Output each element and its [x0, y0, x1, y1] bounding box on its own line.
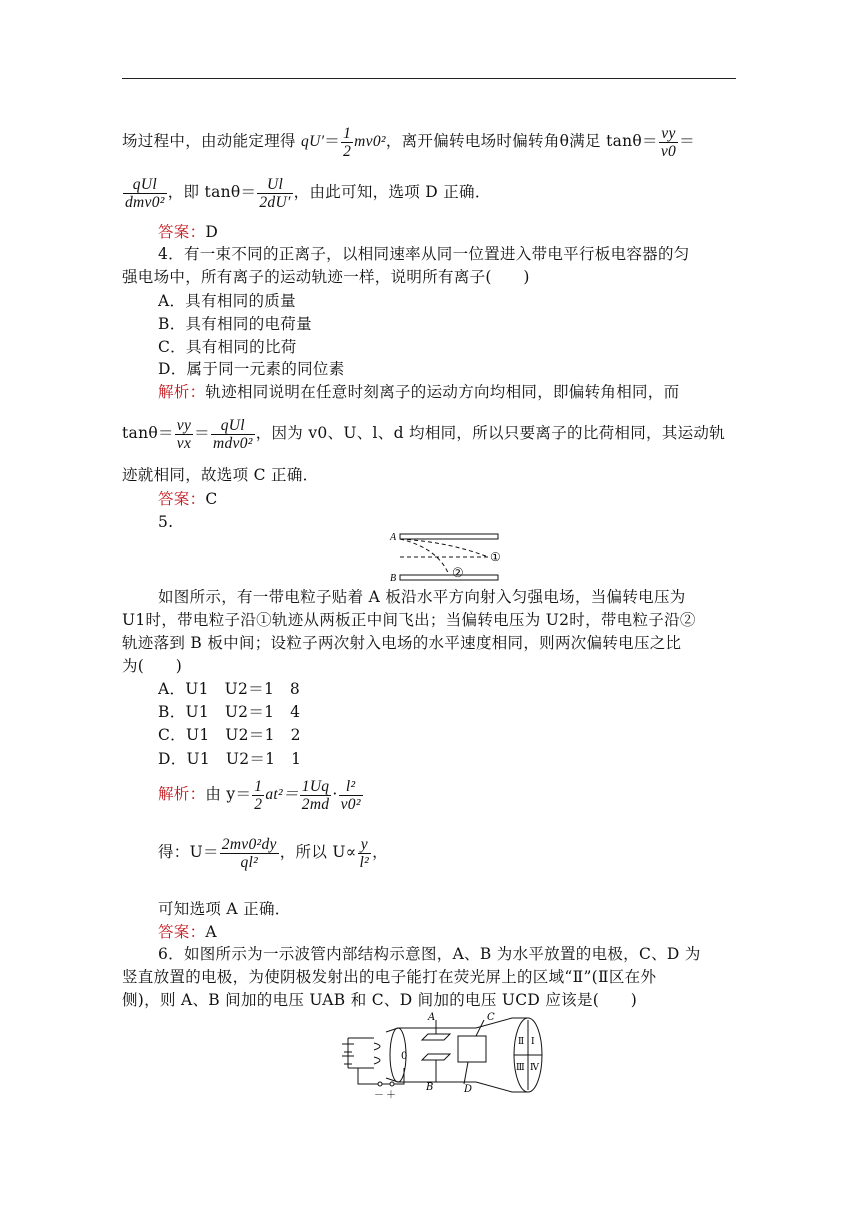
q6-stem-line-3: 侧)，则 A、B 间加的电压 UAB 和 C、D 间加的电压 UCD 应该是( ) — [122, 991, 638, 1009]
numerator: qUl — [211, 417, 255, 435]
numerator: qUl — [123, 176, 167, 194]
numerator: 1 — [343, 124, 352, 142]
q5-option-a: A．U1 U2＝1 8 — [158, 680, 301, 698]
label-1: ① — [490, 550, 501, 564]
q4-option-a: A．具有相同的质量 — [158, 292, 296, 310]
terminal-plus — [390, 1082, 394, 1086]
answer-q4 — [158, 488, 736, 510]
numerator: 1 — [254, 777, 263, 795]
region-II: Ⅱ — [518, 1037, 525, 1047]
fraction-Ul — [257, 176, 292, 211]
formula-qU: qU′ — [301, 133, 325, 150]
q5-option-b: B．U1 U2＝1 4 — [158, 703, 301, 721]
denominator: mdv0² — [212, 434, 253, 452]
intro-line-1 — [122, 116, 736, 166]
q5-analysis-line-2 — [158, 828, 736, 876]
oscilloscope-tube-figure — [336, 1008, 568, 1100]
q4-option-d: D．属于同一元素的同位素 — [158, 360, 345, 378]
q5-option-d: D．U1 U2＝1 1 — [158, 750, 302, 768]
label-2: ② — [452, 566, 464, 581]
numerator: vy — [176, 416, 192, 434]
plate-A — [422, 1034, 450, 1040]
numerator: 2mv0²dy — [221, 835, 277, 853]
label-zero: 0 — [401, 1051, 408, 1062]
q4-analysis-line-3: 迹就相同，故选项 C 正确． — [122, 466, 319, 484]
label-plus: ＋ — [386, 1090, 396, 1100]
numerator: y — [358, 836, 372, 854]
q4-option-b: B．具有相同的电荷量 — [158, 315, 312, 333]
denominator: l² — [359, 853, 370, 871]
denominator: v0² — [340, 795, 361, 813]
text: ，离开偏转电场时偏转角θ满足 tanθ＝ — [385, 132, 658, 150]
fraction-half — [252, 778, 264, 813]
tube-upper — [386, 1018, 528, 1032]
region-I: Ⅰ — [531, 1037, 535, 1047]
plate-A — [400, 534, 498, 539]
region-III: Ⅲ — [516, 1063, 525, 1073]
terminal-minus — [378, 1082, 382, 1086]
denominator: ql² — [240, 853, 259, 871]
answer-value: A — [205, 923, 217, 941]
text: 得：U＝ — [158, 843, 219, 861]
region-IV: Ⅳ — [530, 1063, 539, 1073]
fraction-vy-v0 — [659, 125, 678, 160]
analysis-label: 解析： — [158, 383, 206, 401]
answer-label: 答案： — [158, 490, 206, 508]
denominator: 2md — [301, 795, 330, 813]
answer-value: C — [205, 490, 218, 508]
numerator: Ul — [257, 176, 292, 194]
denominator: v0 — [660, 142, 677, 160]
denominator: 2 — [343, 142, 352, 160]
q5-stem-line-4: 为( ) — [122, 657, 183, 675]
label-minus: － — [374, 1090, 384, 1100]
intro-line-2 — [122, 170, 736, 214]
formula-at: at²＝ — [265, 786, 299, 803]
plate-B — [400, 575, 498, 580]
q4-analysis-line-2 — [122, 410, 736, 456]
fraction-vy-vx — [175, 417, 193, 452]
q4-analysis-line-1 — [158, 381, 736, 403]
label-B: B — [390, 573, 397, 582]
label-A: A — [428, 1012, 436, 1023]
answer-intro — [158, 221, 736, 243]
answer-label: 答案： — [158, 223, 206, 241]
lead-D — [464, 1062, 468, 1084]
header-rule — [122, 78, 736, 79]
q4-stem-line-2: 强电场中，所有离子的运动轨迹一样，说明所有离子( ) — [122, 268, 530, 286]
numerator: 1Uq — [301, 777, 330, 795]
q4-option-c: C．具有相同的比荷 — [158, 338, 297, 356]
numerator: vy — [659, 125, 678, 143]
trajectory-1 — [400, 539, 488, 557]
label-C: C — [487, 1012, 495, 1023]
fraction-half — [341, 125, 353, 160]
text: 轨迹相同说明在任意时刻离子的运动方向均相同，即偏转角相同，而 — [205, 383, 680, 401]
text: ＝ — [194, 424, 210, 442]
q4-stem-line-1: 4．有一束不同的正离子，以相同速率从同一位置进入带电平行板电容器的匀 — [158, 245, 690, 263]
analysis-label: 解析： — [158, 785, 206, 803]
q5-stem-line-1: 如图所示，有一带电粒子贴着 A 板沿水平方向射入匀强电场，当偏转电压为 — [158, 588, 686, 606]
q6-stem-line-1: 6．如图所示为一示波管内部结构示意图，A、B 为水平放置的电极，C、D 为 — [158, 945, 701, 963]
plate-B — [422, 1054, 450, 1060]
text: ，因为 v0、U、l、d 均相同，所以只要离子的比荷相同，其运动轨 — [255, 424, 726, 442]
denominator: 2dU′ — [259, 193, 291, 211]
q5-option-c: C．U1 U2＝1 2 — [158, 726, 301, 744]
text: · — [332, 785, 338, 803]
denominator: vx — [176, 434, 192, 452]
formula-mv: mv0² — [354, 133, 386, 150]
text: 由 y＝ — [205, 785, 252, 803]
q5-analysis-line-1 — [158, 772, 736, 816]
fraction-y-l2 — [358, 836, 372, 871]
q5-number: 5. — [158, 513, 174, 531]
numerator: l² — [339, 778, 363, 796]
text: ＝ — [679, 132, 695, 150]
tube-lower — [386, 1078, 528, 1092]
label-B: B — [426, 1082, 434, 1093]
q5-stem-line-2: U1时，带电粒子沿①轨迹从两板正中间飞出；当偏转电压为 U2时，带电粒子沿② — [122, 611, 696, 629]
denominator: dmv0² — [125, 193, 165, 211]
label-D: D — [464, 1084, 473, 1095]
text: ，所以 U∝ — [279, 843, 357, 861]
q5-stem-line-3: 轨迹落到 B 板中间；设粒子两次射入电场的水平速度相同，则两次偏转电压之比 — [122, 634, 682, 652]
text: tanθ＝ — [122, 424, 174, 442]
answer-value: D — [205, 223, 219, 241]
denominator: 2 — [254, 795, 263, 813]
text: ，即 tanθ＝ — [167, 183, 257, 201]
fraction-qUl-md — [211, 417, 255, 452]
answer-label: 答案： — [158, 923, 206, 941]
fraction-Uq-2md — [300, 778, 332, 813]
q6-stem-line-2: 竖直放置的电极，为使阴极发射出的电子能打在荧光屏上的区域“Ⅱ”(Ⅱ区在外 — [122, 968, 657, 986]
q5-analysis-line-3: 可知选项 A 正确． — [158, 900, 291, 918]
label-A: A — [390, 532, 397, 543]
fraction-l2-v02 — [339, 778, 363, 813]
cathode-battery — [342, 1038, 354, 1068]
answer-q5 — [158, 921, 736, 943]
text: ，由此可知，选项 D 正确． — [293, 183, 491, 201]
text: ， — [372, 843, 388, 861]
fraction-U — [220, 836, 279, 871]
heater-filament — [374, 1043, 380, 1064]
plates-CD — [458, 1036, 486, 1062]
fraction-qUl — [123, 176, 167, 211]
text: 场过程中，由动能定理得 — [122, 132, 302, 150]
text: ＝ — [324, 132, 341, 150]
